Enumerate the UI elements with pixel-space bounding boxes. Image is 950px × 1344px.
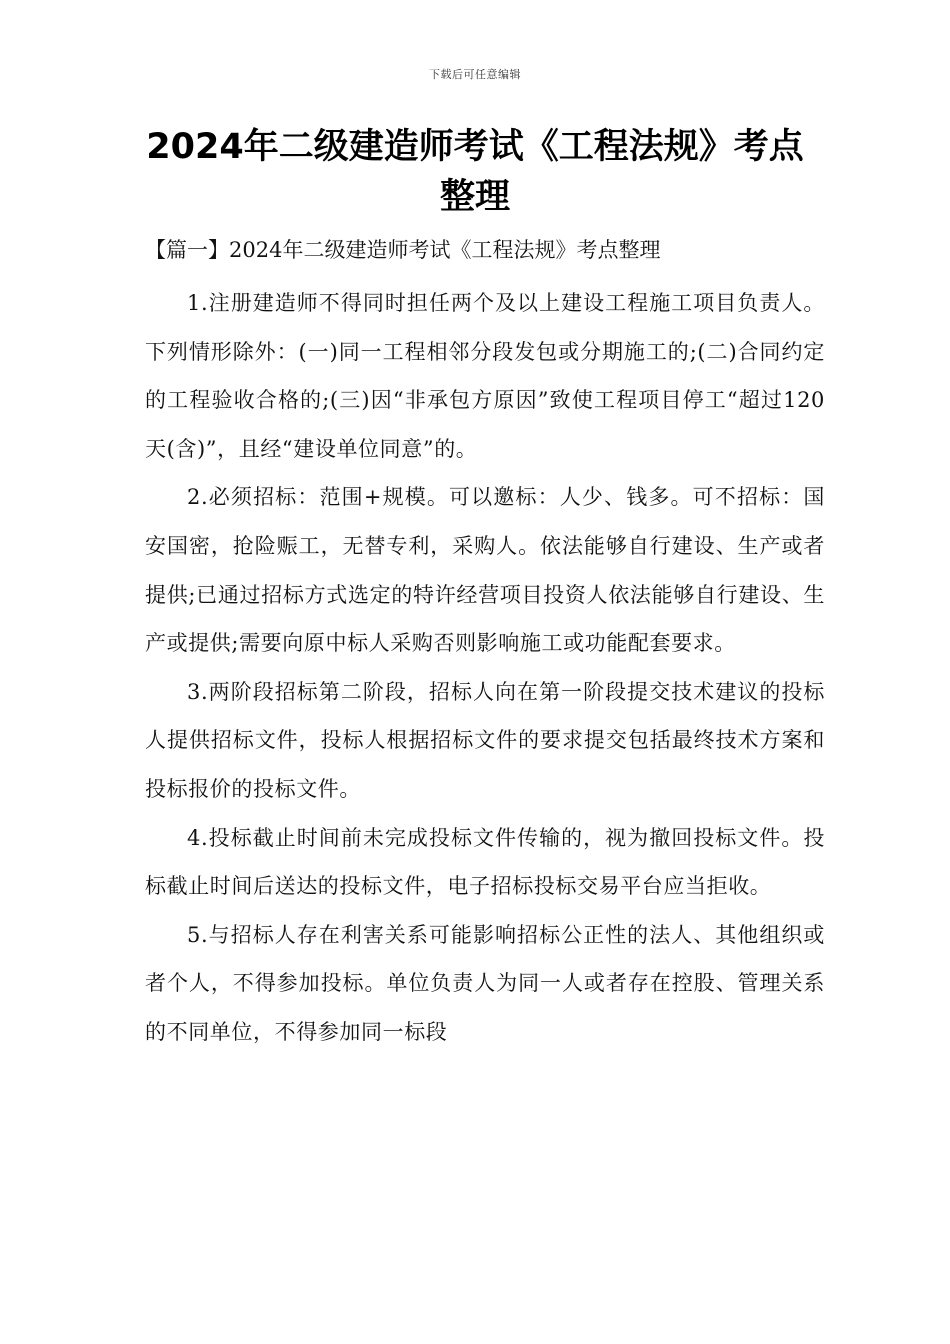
document-body (145, 279, 825, 1057)
paragraph-4: 4.投标截止时间前未完成投标文件传输的，视为撤回投标文件。投标截止时间后送达的投标文件，电子招标投标交易平台应当拒收。 (145, 825, 825, 899)
document-title: 2024年二级建造师考试《工程法规》考点整理 (146, 127, 804, 217)
header-note: 下载后可任意编辑 (429, 68, 521, 81)
paragraph-2: 2.必须招标：范围+规模。可以邀标：人少、钱多。可不招标：国安国密，抢险赈工，无替专利，采购人。依法能够自行建设、生产或者提供;已通过招标方式选定的特许经营项目投资人依法能够自行建设、生产或提供;需要向原中标人采购否则影响施工或功能配套要求。 (145, 485, 825, 656)
section-heading: 【篇一】2024年二级建造师考试《工程法规》考点整理 (145, 238, 661, 262)
paragraph-5: 5.与招标人存在利害关系可能影响招标公正性的法人、其他组织或者个人，不得参加投标。单位负责人为同一人或者存在控股、管理关系的不同单位，不得参加同一标段 (145, 922, 825, 1044)
paragraph-1: 1.注册建造师不得同时担任两个及以上建设工程施工项目负责人。下列情形除外：(一)同一工程相邻分段发包或分期施工的;(二)合同约定的工程验收合格的;(三)因“非承包方原因”致使工程项目停工“超过120天(含)”，且经“建设单位同意”的。 (145, 291, 825, 461)
paragraph-3: 3.两阶段招标第二阶段，招标人向在第一阶段提交技术建议的投标人提供招标文件，投标人根据招标文件的要求提交包括最终技术方案和投标报价的投标文件。 (145, 679, 825, 801)
